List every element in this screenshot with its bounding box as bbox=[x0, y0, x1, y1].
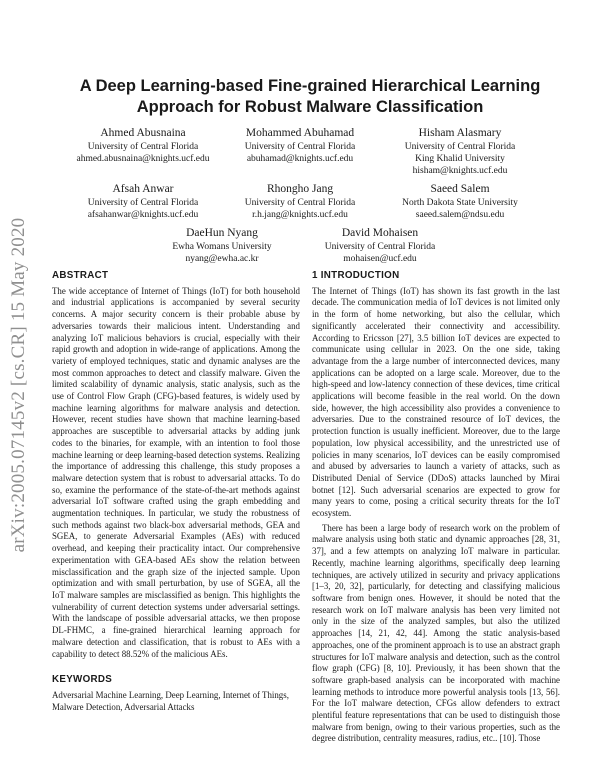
author-name: David Mohaisen bbox=[341, 227, 419, 239]
author-name: Mohammed Abuhamad bbox=[245, 127, 355, 139]
author-affiliation: University of Central Florida bbox=[244, 198, 356, 208]
author-email: nyang@ewha.ac.kr bbox=[185, 254, 259, 264]
author-affiliation: University of Central Florida bbox=[324, 242, 436, 252]
author-email: hisham@knights.ucf.edu bbox=[412, 166, 508, 176]
abstract-text: The wide acceptance of Internet of Things (IoT) for both household and industrial applications is accompanied by several security concerns. A major security concern is their probable abuse by adversaries towards their malicious intent. Understanding and analyzing IoT malicious behaviors is crucial, especially with their rapid growth and adoption in wide-range of applications. Among the variety of employed techniques, static and dynamic analyses are the most common approaches to detect and classify malware. Given the limited scalability of dynamic analysis, static analysis, such as the use of Control Flow Graph (CFG)-based features, is widely used by machine learning algorithms for malware analysis and detection. However, recent studies have shown that machine learning-based approaches are susceptible to adversarial attacks by adding junk codes to the binaries, for example, with an intention to fool those machine learning or deep learning-based detection systems. Realizing the importance of addressing this challenge, this study proposes a malware detection system that is robust to adversarial attacks. To do so, examine the performance of the state-of-the-art methods against adversarial IoT software crafted using the graph embedding and augmentation techniques. In particular, we study the robustness of such methods against two black-box adversarial methods, GEA and SGEA, to generate Adversarial Examples (AEs) with reduced overhead, and keeping their practicality intact. Our comprehensive experimentation with GEA-based AEs show the relation between misclassification and the graph size of the injected sample. Upon optimization and with small perturbation, by use of SGEA, all the IoT malware samples are misclassified as benign. This highlights the vulnerability of current detection systems under adversarial settings. With the landscape of possible adversarial attacks, we then propose DL-FHMC, a fine-grained hierarchical learning approach for malware detection and classification, that is robust to AEs with a capability to detect 88.52% of the malicious AEs. bbox=[52, 285, 300, 659]
title-line-2: Approach for Robust Malware Classification bbox=[136, 98, 484, 116]
author-affiliation: University of Central Florida bbox=[87, 142, 199, 152]
author-affiliation: University of Central Florida bbox=[87, 198, 199, 208]
author-email: mohaisen@ucf.edu bbox=[343, 254, 417, 264]
author-name: Afsah Anwar bbox=[112, 183, 174, 195]
author-email: abuhamad@knights.ucf.edu bbox=[246, 154, 354, 164]
author-block bbox=[365, 182, 555, 221]
keywords-heading: KEYWORDS bbox=[52, 674, 113, 686]
author-name: DaeHun Nyang bbox=[186, 227, 258, 239]
right-column bbox=[312, 270, 560, 745]
author-name: Ahmed Abusnaina bbox=[100, 127, 186, 139]
author-block bbox=[285, 226, 475, 265]
title-line-1: A Deep Learning-based Fine-grained Hierarchical Learning bbox=[79, 77, 541, 95]
author-affiliation: University of Central Florida bbox=[244, 142, 356, 152]
author-email: afsahanwar@knights.ucf.edu bbox=[87, 210, 199, 220]
arxiv-watermark bbox=[4, 205, 34, 565]
paper-title bbox=[50, 76, 570, 118]
author-email: ahmed.abusnaina@knights.ucf.edu bbox=[76, 154, 210, 164]
abstract-heading: ABSTRACT bbox=[52, 270, 109, 281]
keywords-text: Adversarial Machine Learning, Deep Learning, Internet of Things, Malware Detection, Adversarial Attacks bbox=[52, 689, 289, 712]
left-column bbox=[52, 270, 300, 713]
author-affiliation-2: King Khalid University bbox=[415, 154, 505, 164]
introduction-heading: 1 INTRODUCTION bbox=[312, 270, 400, 281]
arxiv-id: arXiv:2005.07145v2 [cs.CR] 15 May 2020 bbox=[8, 217, 29, 553]
author-email: saeed.salem@ndsu.edu bbox=[415, 210, 505, 220]
author-name: Saeed Salem bbox=[430, 183, 490, 195]
author-affiliation: Ewha Womans University bbox=[172, 242, 272, 252]
author-email: r.h.jang@knights.ucf.edu bbox=[252, 210, 348, 220]
author-name: Hisham Alasmary bbox=[418, 127, 502, 139]
intro-paragraph-1: The Internet of Things (IoT) has shown its fast growth in the last decade. The communication media of IoT devices is not limited only in the form of home networking, but also the cellular, which significantly accelerated their connectivity and accessibility. According to Ericsson [27], 3.5 billion IoT devices are expected to communicate using cellular in 2023. On the one side, taking advantage from the a large number of interconnected devices, many applications can be adopted on a large scale. Moreover, due to the high-speed and low-latency connection of these devices, time critical applications will become feasible in the real world. On the down side, however, the high accessibility also provides a convenience to adversaries. Due to the constrained resource of IoT devices, the protection function is usually inefficient. Moreover, due to the large population, low physical accessibility, and the unrestricted use of policies in many scenarios, IoT devices can be easily compromised and abused by adversaries to launch a variety of attacks, such as Distributed Denial of Service (DDoS) attacks launched by Mirai botnet [12]. Such adversarial scenarios are expected to grow for many years to come, posing a critical security threats for the IoT ecosystem. bbox=[312, 285, 560, 519]
author-name: Rhongho Jang bbox=[266, 183, 334, 195]
author-affiliation: North Dakota State University bbox=[402, 198, 518, 208]
author-block bbox=[365, 126, 555, 177]
author-affiliation: University of Central Florida bbox=[404, 142, 516, 152]
intro-paragraph-2: There has been a large body of research work on the problem of malware analysis using both static and dynamic approaches [28, 31, 37], and a few attempts on analyzing IoT malware in particular. Recently, machine learning algorithms, specifically deep learning techniques, are actively utilized in security and privacy applications [1–3, 20, 32], particularly, for detecting and classifying malicious software from benign ones. However, it should be noted that the research work on IoT malware analysis has been very limited not only in the size of the analyzed samples, but also the utilized approaches [14, 21, 42, 44]. Among the static analysis-based approaches, one of the prominent approach is to use an abstract graph structures for IoT malware analysis and detection, such as the control flow graph (CFG) [8, 10]. Previously, it has been shown that the software graph-based analysis can be incorporated with machine learning methods to introduce more powerful analysis tools [13, 56]. For the IoT malware detection, CFGs allow defenders to extract plentiful feature representations that can be used to distinguish those malware from benign, owing to their various properties, such as the degree distribution, centrality measures, radius, etc.. [10]. Those bbox=[312, 522, 560, 744]
